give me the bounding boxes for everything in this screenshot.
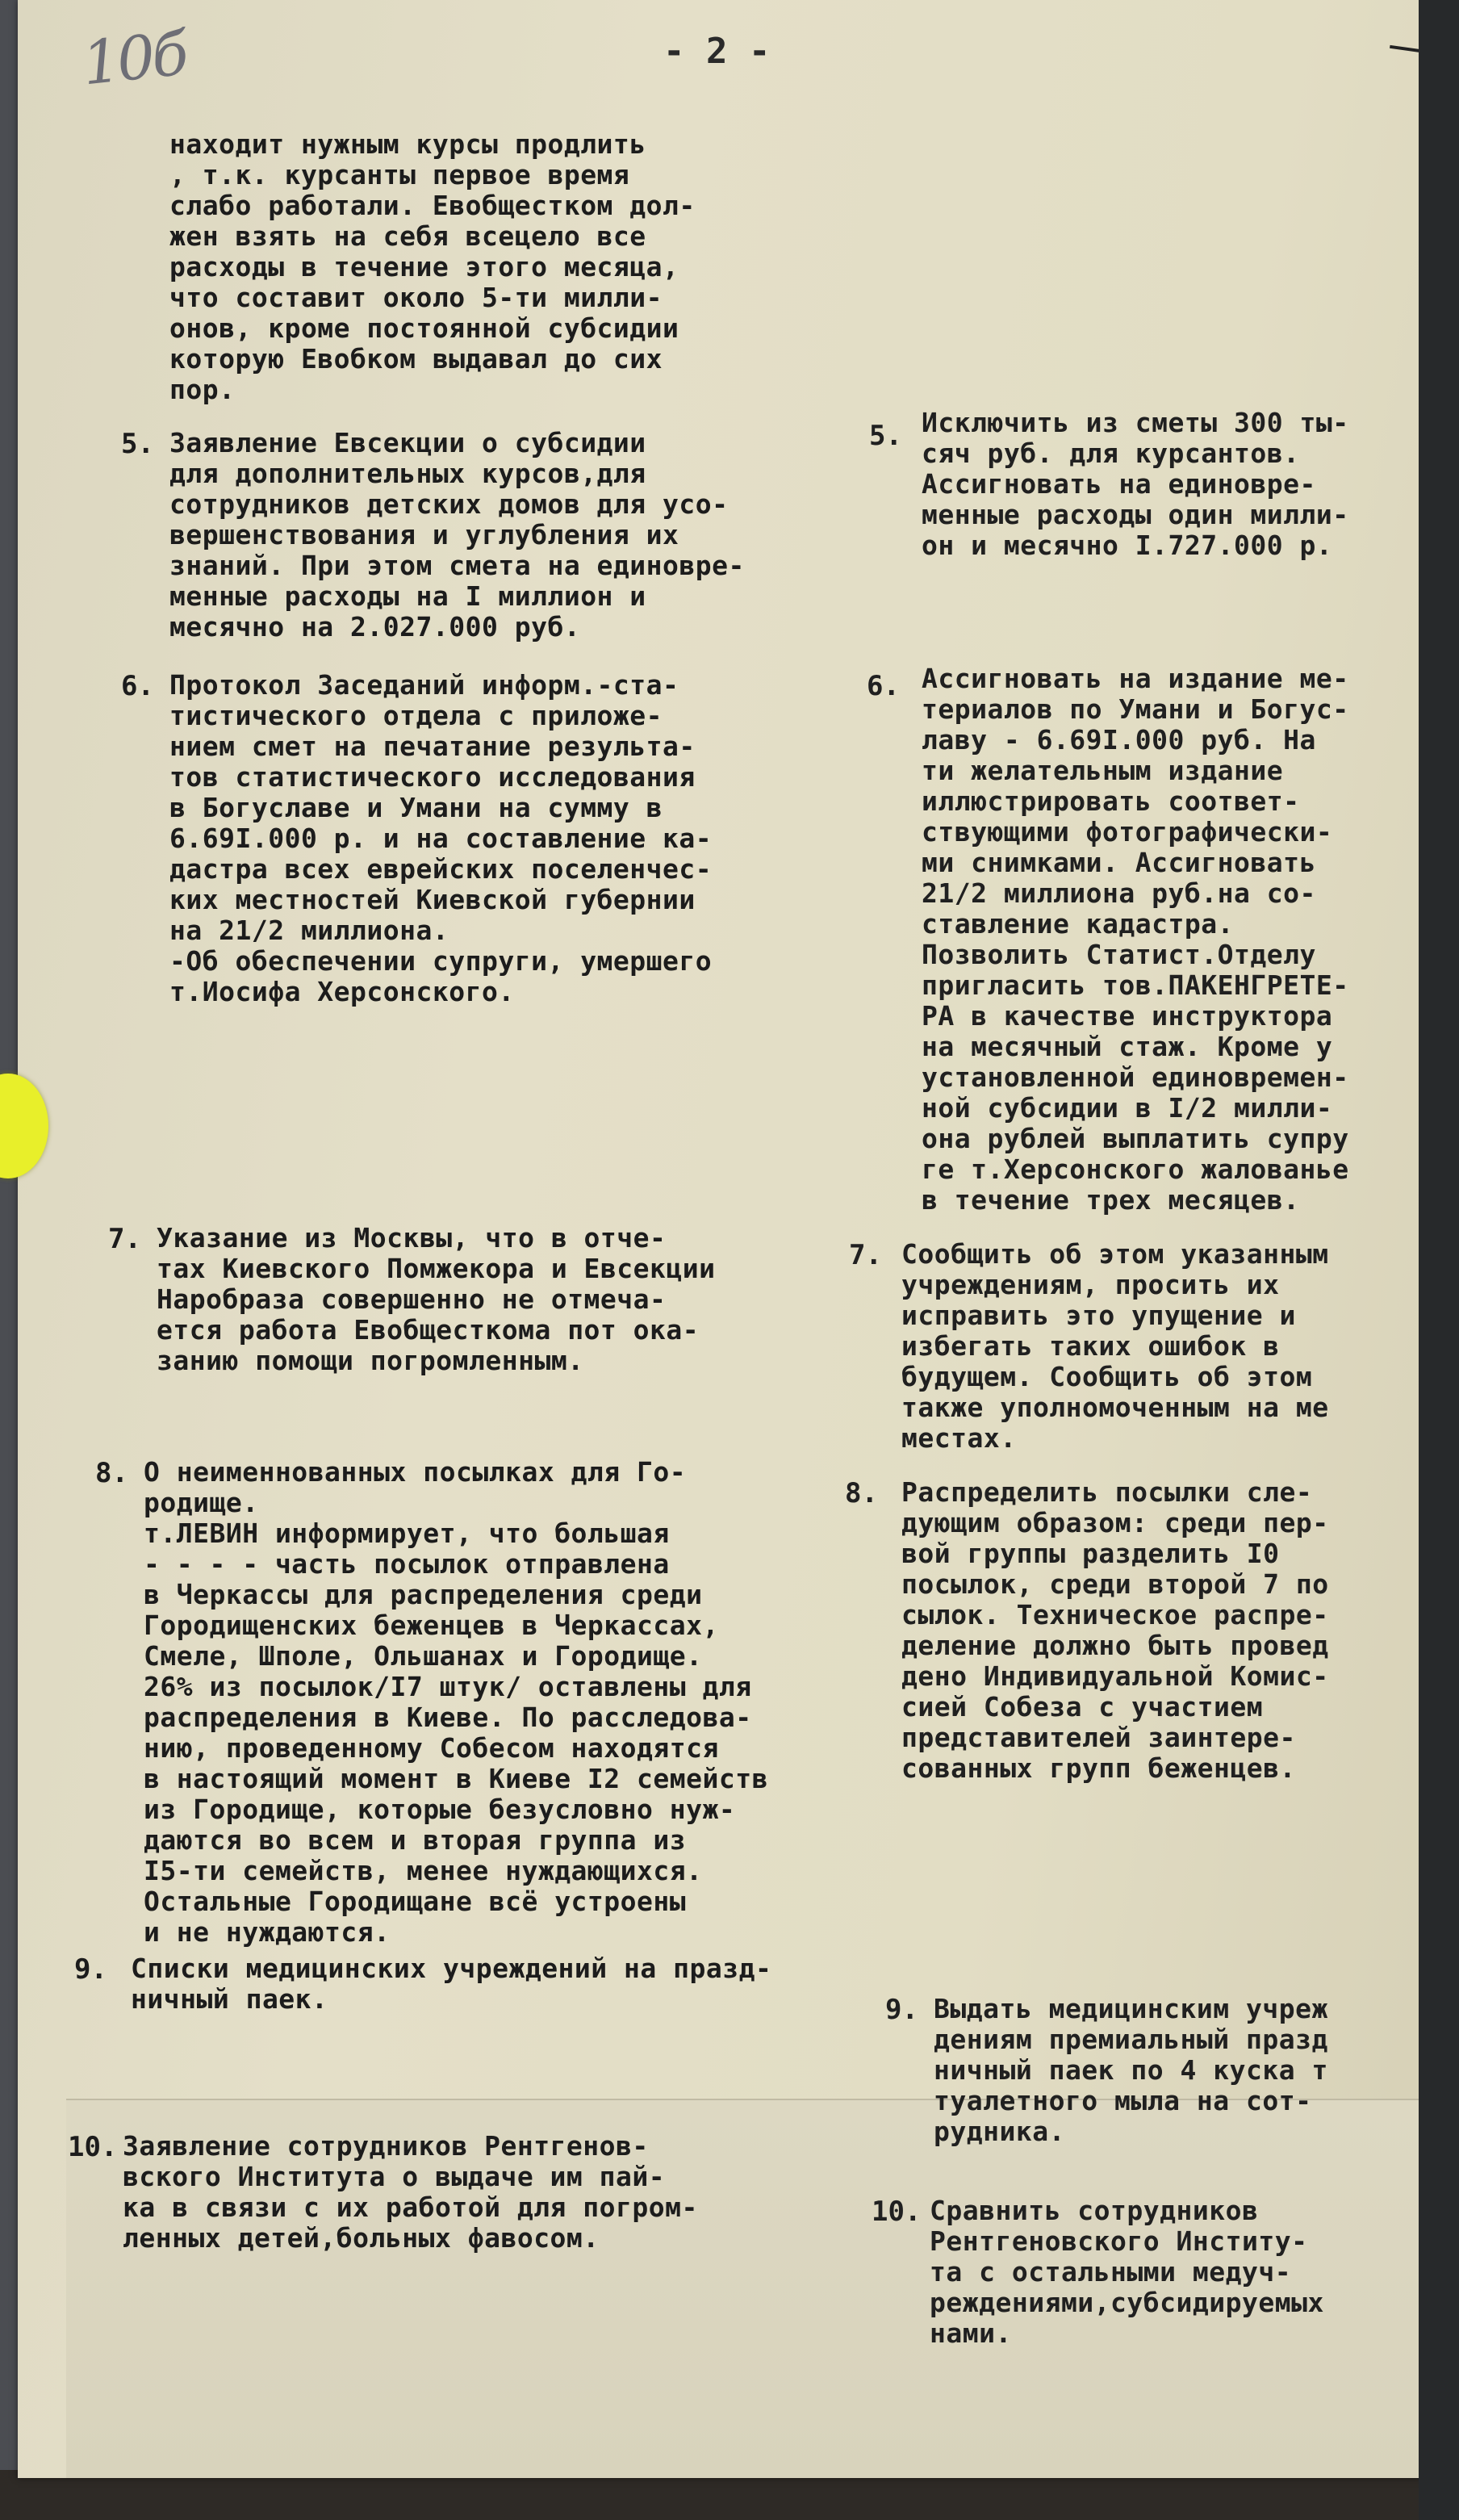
item-6-issue: Протокол Заседаний информ.-ста- тистического отдела с приложе- нием смет на печатание результа- тов статистического исследования в Богуславе и Умани на сумму в 6.69I.000 р. и на составление ка- дастра всех еврейских поселенчес- ких местностей Киевской губернии на 21/2 миллиона. -Об обеспечении супруги, умершего т.Иосифа Херсонского. [169,669,713,1007]
item-8-number: 8. [95,1457,128,1489]
scanner-edge [1419,0,1459,2520]
item-6-number: 6. [121,670,154,702]
item-7-decision: Сообщить об этом указанным учреждениям, просить их исправить это упущение и избегать таких ошибок в будущем. Сообщить об этом также уполномоченным на ме местах. [901,1238,1329,1454]
item-7-number: 7. [108,1223,141,1255]
item-10-decision: Сравнить сотрудников Рентгеновского Институ- та с остальными медуч- реждениями,субсидируемых нами. [930,2195,1324,2349]
item-6-decision: Ассигновать на издание ме- териалов по Умани и Богус- лаву - 6.69I.000 руб. На ти желательным издание иллюстрировать соответ- ствующими фотографически- ми снимками. Ассигновать 21/2 миллиона руб.на со- ставление кадастра. Позволить Статист.Отделу пригласить тов.ПАКЕНГРЕТЕ- РА в качестве инструктора на месячный стаж. Кроме у установленной единовремен- ной субсидии в I/2 милли- она рублей выплатить супру ге т.Херсонского жалованье в течение трех месяцев. [922,663,1349,1216]
item-10-number: 10. [68,2131,118,2163]
item-8-decision: Распределить посылки сле- дующим образом: среди пер- вой группы разделить I0 посылок, среди второй 7 по сылок. Техническое распре- деление должно быть провед дено Индивидуальной Комис- сией Собеза с участием представителей заинтере- сованных групп беженцев. [901,1476,1329,1784]
page-number: - 2 - [663,31,771,72]
item-9-issue: Списки медицинских учреждений на празд- ничный паек. [131,1953,772,2015]
item-5-issue: Заявление Евсекции о субсидии для дополнительных курсов,для сотрудников детских домов для усо- вершенствования и углубления их знаний. При этом смета на единовре- менные расходы на I миллион и месячно на 2.027.000 руб. [169,427,745,643]
item-7-decision-number: 7. [849,1239,882,1271]
item-9-decision: Выдать медицинским учреж дениям премиальный празд ничный паек по 4 куска т туалетного мыла на сот- рудника. [934,1993,1328,2147]
item-9-decision-number: 9. [885,1994,918,2026]
item-10-issue: Заявление сотрудников Рентгенов- вского Института о выдаче им пай- ка в связи с их работой для погром- ленных детей,больных фавосом. [123,2130,698,2254]
item-9-number: 9. [74,1953,107,1986]
archive-handwritten-note: 10б [78,19,189,99]
item-5-number: 5. [121,428,154,460]
item-10-decision-number: 10. [872,2196,922,2228]
intro-paragraph: находит нужным курсы продлить , т.к. курсанты первое время слабо работали. Евобщестком дол- жен взять на себя всецело все расходы в течение этого месяца, что составит около 5-ти милли- онов, кроме постоянной субсидии которую Евобком выдавал до сих пор. [169,128,696,405]
item-5-decision-number: 5. [869,420,902,452]
document-page [18,0,1422,2478]
corner-mark [1390,45,1422,55]
item-6-decision-number: 6. [867,670,900,702]
item-7-issue: Указание из Москвы, что в отче- тах Киевского Помжекора и Евсекции Наробраза совершенно не отмеча- ется работа Евобщесткома пот ока- занию помощи погромленным. [157,1222,716,1376]
item-8-issue: О неименнованных посылках для Го- родище. т.ЛЕВИН информирует, что большая - - - - часть посылок отправлена в Черкассы для распределения среди Городищенских беженцев в Черкассах, Смеле, Шполе, Ольшанах и Городище. 26% из посылок/I7 штук/ оставлены для распределения в Киеве. По расследова- нию, проведенному Собесом находятся в настоящий момент в Киеве I2 семейств из Городище, которые безусловно нуж- даются во всем и вторая группа из I5-ти семейств, менее нуждающихся. Остальные Городищане всё устроены и не нуждаются. [144,1456,768,1948]
item-8-decision-number: 8. [845,1477,878,1509]
item-5-decision: Исключить из сметы 300 ты- сяч руб. для курсантов. Ассигновать на единовре- менные расходы один милли- он и месячно I.727.000 р. [922,407,1349,561]
